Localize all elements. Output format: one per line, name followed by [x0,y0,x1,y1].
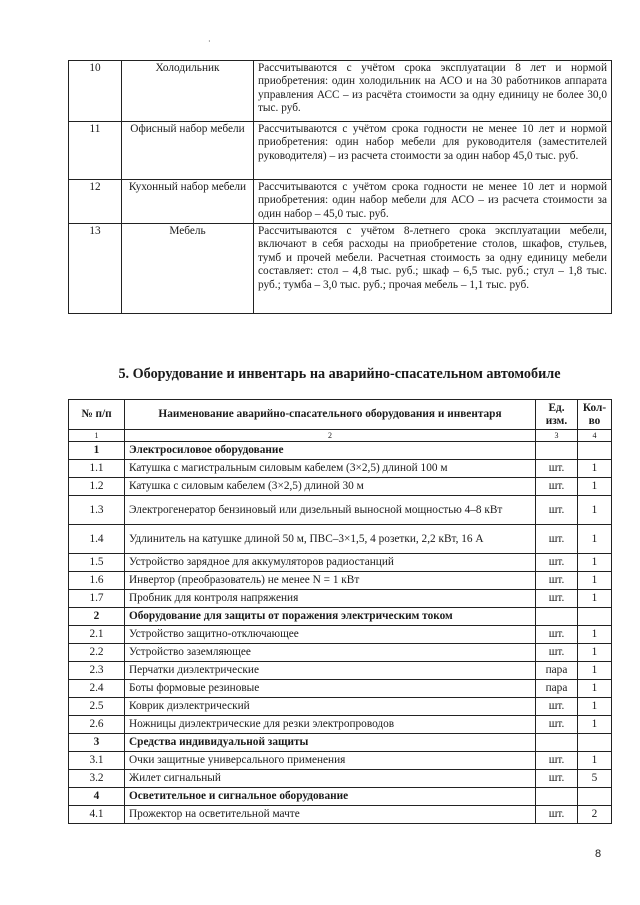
item-number: 2.5 [69,698,125,716]
item-quantity: 1 [578,460,612,478]
table-row [69,770,612,788]
item-name: Электрогенератор бензиновый или дизельный выносной мощностью 4–8 кВт [125,496,536,525]
item-name: Катушка с магистральным силовым кабелем (3×2,5) длиной 100 м [125,460,536,478]
item-quantity: 1 [578,716,612,734]
table-row [69,224,612,314]
item-quantity: 1 [578,572,612,590]
table-row [69,460,612,478]
item-quantity: 1 [578,496,612,525]
item-name: Оборудование для защиты от поражения электрическим током [125,608,536,626]
item-name: Жилет сигнальный [125,770,536,788]
item-number: 2.6 [69,716,125,734]
item-unit: пара [536,680,578,698]
item-unit: шт. [536,752,578,770]
item-number: 2.4 [69,680,125,698]
item-number: 2.1 [69,626,125,644]
item-unit: шт. [536,644,578,662]
item-unit [536,442,578,460]
section-row [69,788,612,806]
item-name: Коврик диэлектрический [125,698,536,716]
item-name: Устройство заземляющее [125,644,536,662]
item-number: 1 [69,442,125,460]
item-name: Электросиловое оборудование [125,442,536,460]
item-unit: шт. [536,460,578,478]
item-number: 1.6 [69,572,125,590]
item-unit: шт. [536,572,578,590]
item-number: 3 [69,734,125,752]
item-quantity: 1 [578,698,612,716]
item-name: Удлинитель на катушке длиной 50 м, ПВС–3×1,5, 4 розетки, 2,2 кВт, 16 А [125,525,536,554]
item-unit: шт. [536,806,578,824]
item-quantity: 1 [578,626,612,644]
table-row [69,806,612,824]
upper-table [68,60,612,314]
item-quantity: 1 [578,752,612,770]
row-number: 13 [69,224,122,314]
item-quantity: 1 [578,525,612,554]
item-quantity [578,734,612,752]
item-unit: шт. [536,626,578,644]
section-row [69,608,612,626]
index-cell: 4 [578,430,612,442]
table-row [69,525,612,554]
item-name: Прожектор на осветительной мачте [125,806,536,824]
table-row [69,554,612,572]
item-name: Ножницы диэлектрические для резки электропроводов [125,716,536,734]
item-number: 1.1 [69,460,125,478]
item-quantity: 2 [578,806,612,824]
item-unit [536,788,578,806]
row-number: 12 [69,180,122,224]
table-row [69,752,612,770]
item-unit: шт. [536,590,578,608]
table-row [69,61,612,122]
item-unit: шт. [536,698,578,716]
index-cell: 2 [125,430,536,442]
item-name: Очки защитные универсального применения [125,752,536,770]
equipment-table [68,399,612,824]
item-number: 1.4 [69,525,125,554]
item-unit: шт. [536,478,578,496]
table-row [69,662,612,680]
row-description: Рассчитываются с учётом срока эксплуатации 8 лет и нормой приобретения: один холодильник на АСО и на 30 работников аппарата управления АСС – из расчёта стоимости за одну единицу не более 30,0 тыс. руб. [254,61,612,122]
item-quantity: 1 [578,478,612,496]
item-quantity [578,788,612,806]
header-name: Наименование аварийно-спасательного оборудования и инвентаря [125,400,536,430]
item-unit: пара [536,662,578,680]
item-unit [536,608,578,626]
row-number: 11 [69,122,122,180]
item-number: 4.1 [69,806,125,824]
item-number: 1.2 [69,478,125,496]
row-name: Кухонный набор мебели [122,180,254,224]
item-number: 2.3 [69,662,125,680]
stray-mark: · [208,37,211,46]
item-quantity [578,608,612,626]
item-unit [536,734,578,752]
table-row [69,644,612,662]
item-number: 3.2 [69,770,125,788]
item-number: 4 [69,788,125,806]
item-number: 1.3 [69,496,125,525]
section-row [69,442,612,460]
item-quantity: 1 [578,662,612,680]
header-unit: Ед. изм. [536,400,578,430]
row-description: Рассчитываются с учётом срока годности не менее 10 лет и нормой приобретения: один набор мебели для АСО – из расчета стоимости за один набор – 45,0 тыс. руб. [254,180,612,224]
row-name: Холодильник [122,61,254,122]
index-cell: 3 [536,430,578,442]
header-qty: Кол-во [578,400,612,430]
item-unit: шт. [536,770,578,788]
item-quantity: 1 [578,680,612,698]
table-row [69,180,612,224]
row-description: Рассчитываются с учётом срока годности не менее 10 лет и нормой приобретения: один набор мебели для руководителя (заместителей руководителя) – из расчета стоимости за один набор 45,0 тыс. руб. [254,122,612,180]
item-name: Устройство защитно-отключающее [125,626,536,644]
row-description: Рассчитываются с учётом 8-летнего срока эксплуатации мебели, включают в себя расходы на приобретение столов, шкафов, стульев, тумб и прочей мебели. Расчетная стоимость за одну единицу мебели составляет: стол – 4,8 тыс. руб.; шкаф – 6,5 тыс. руб.; стул – 1,8 тыс. руб.; тумба – 3,0 тыс. руб.; прочая мебель – 1,1 тыс. руб. [254,224,612,314]
item-name: Осветительное и сигнальное оборудование [125,788,536,806]
item-name: Перчатки диэлектрические [125,662,536,680]
index-row [69,430,612,442]
table-row [69,572,612,590]
table-row [69,478,612,496]
table-row [69,122,612,180]
item-quantity [578,442,612,460]
table-row [69,716,612,734]
section-title: 5. Оборудование и инвентарь на аварийно-спасательном автомобиле [118,366,561,382]
item-name: Пробник для контроля напряжения [125,590,536,608]
item-quantity: 1 [578,554,612,572]
item-number: 1.7 [69,590,125,608]
item-number: 3.1 [69,752,125,770]
item-number: 2.2 [69,644,125,662]
item-name: Катушка с силовым кабелем (3×2,5) длиной 30 м [125,478,536,496]
item-quantity: 5 [578,770,612,788]
row-number: 10 [69,61,122,122]
table-row [69,698,612,716]
header-row [69,400,612,430]
index-cell: 1 [69,430,125,442]
page-number: 8 [595,848,602,860]
row-name: Офисный набор мебели [122,122,254,180]
item-name: Инвертор (преобразователь) не менее N = 1 кВт [125,572,536,590]
table-row [69,496,612,525]
item-number: 2 [69,608,125,626]
header-num: № п/п [69,400,125,430]
table-row [69,626,612,644]
row-name: Мебель [122,224,254,314]
item-name: Боты формовые резиновые [125,680,536,698]
item-name: Устройство зарядное для аккумуляторов радиостанций [125,554,536,572]
item-quantity: 1 [578,644,612,662]
table-row [69,680,612,698]
item-name: Средства индивидуальной защиты [125,734,536,752]
item-unit: шт. [536,554,578,572]
section-row [69,734,612,752]
item-unit: шт. [536,716,578,734]
item-number: 1.5 [69,554,125,572]
item-unit: шт. [536,496,578,525]
table-row [69,590,612,608]
item-unit: шт. [536,525,578,554]
item-quantity: 1 [578,590,612,608]
